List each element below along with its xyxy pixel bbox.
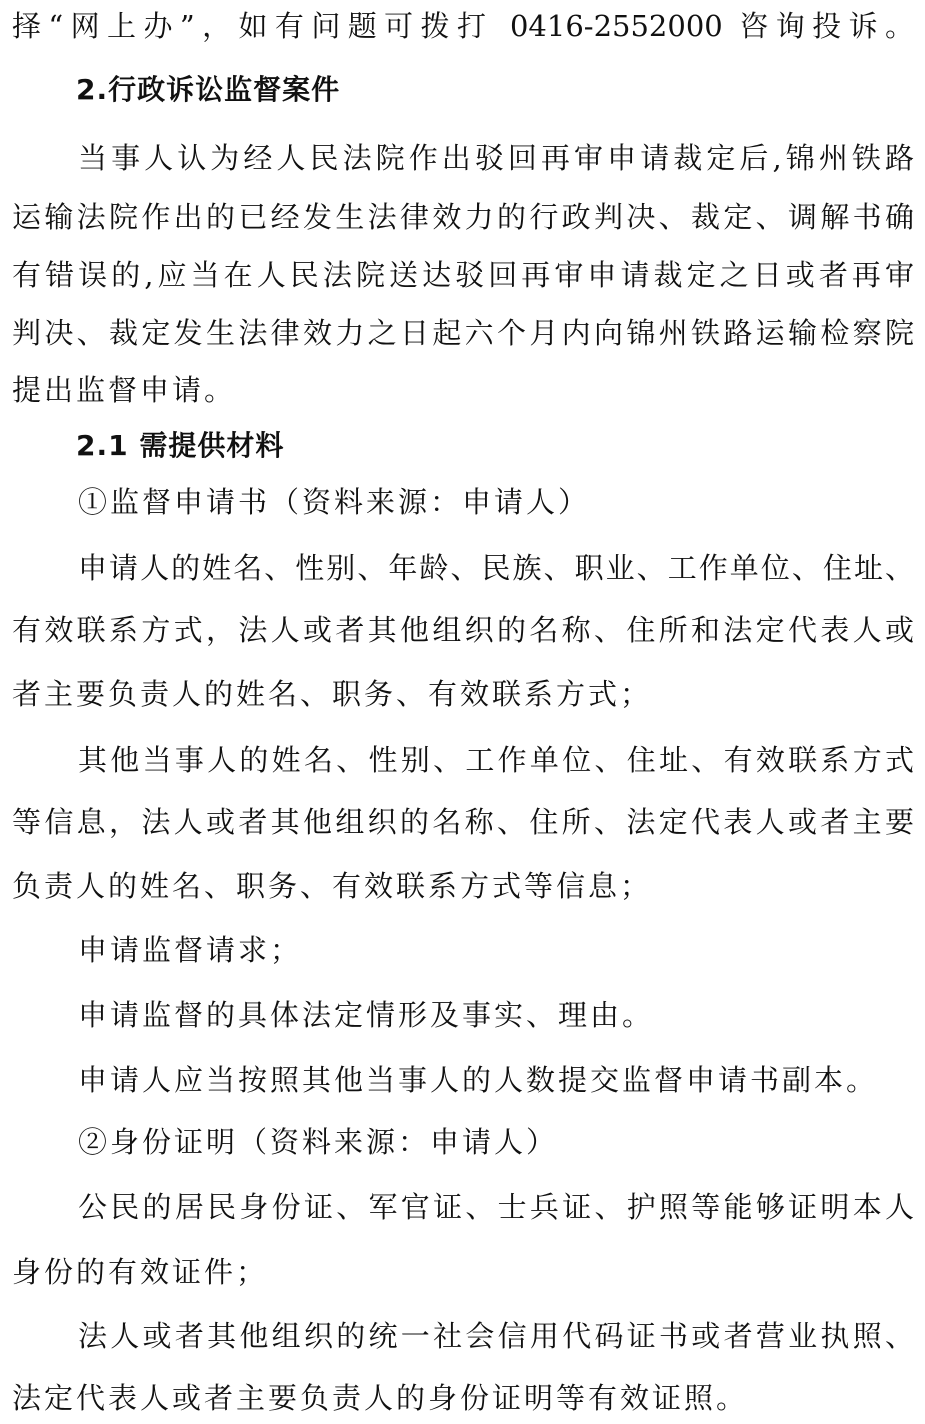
text-line-21: 身份的有效证件； [12,1255,269,1289]
text-line-4: 运输法院作出的已经发生法律效力的行政判决、裁定、调解书确 [12,200,914,234]
text-line-6: 判决、裁定发生法律效力之日起六个月内向锦州铁路运输检察院 [12,316,914,350]
text-line-15: 负责人的姓名、职务、有效联系方式等信息； [12,869,653,903]
text-line-3: 当事人认为经人民法院作出驳回再审申请裁定后,锦州铁路 [78,141,914,175]
text-line-1: 择“网上办”，如有问题可拨打 0416-2552000 咨询投诉。 [12,9,914,43]
text-line-12: 者主要负责人的姓名、职务、有效联系方式； [12,677,653,711]
text-line-5: 有错误的,应当在人民法院送达驳回再审申请裁定之日或者再审 [12,258,914,292]
text-line-11: 有效联系方式，法人或者其他组织的名称、住所和法定代表人或 [12,613,914,647]
section-heading-2: 2.行政诉讼监督案件 [76,73,341,106]
text-line-14: 等信息，法人或者其他组织的名称、住所、法定代表人或者主要 [12,805,914,839]
item-heading-1: ①监督申请书（资料来源：申请人） [78,485,591,519]
item-heading-2: ②身份证明（资料来源：申请人） [78,1125,559,1159]
text-line-13: 其他当事人的姓名、性别、工作单位、住址、有效联系方式 [78,743,914,777]
text-line-22: 法人或者其他组织的统一社会信用代码证书或者营业执照、 [78,1319,914,1353]
text-line-18: 申请人应当按照其他当事人的人数提交监督申请书副本。 [78,1063,879,1097]
text-line-17: 申请监督的具体法定情形及事实、理由。 [78,998,655,1032]
text-line-10: 申请人的姓名、性别、年龄、民族、职业、工作单位、住址、 [78,551,914,585]
text-line-7: 提出监督申请。 [12,373,237,407]
section-heading-2-1: 2.1 需提供材料 [76,429,285,462]
text-line-23: 法定代表人或者主要负责人的身份证明等有效证照。 [12,1381,749,1415]
text-line-20: 公民的居民身份证、军官证、士兵证、护照等能够证明本人 [78,1190,914,1224]
text-line-16: 申请监督请求； [78,933,303,967]
